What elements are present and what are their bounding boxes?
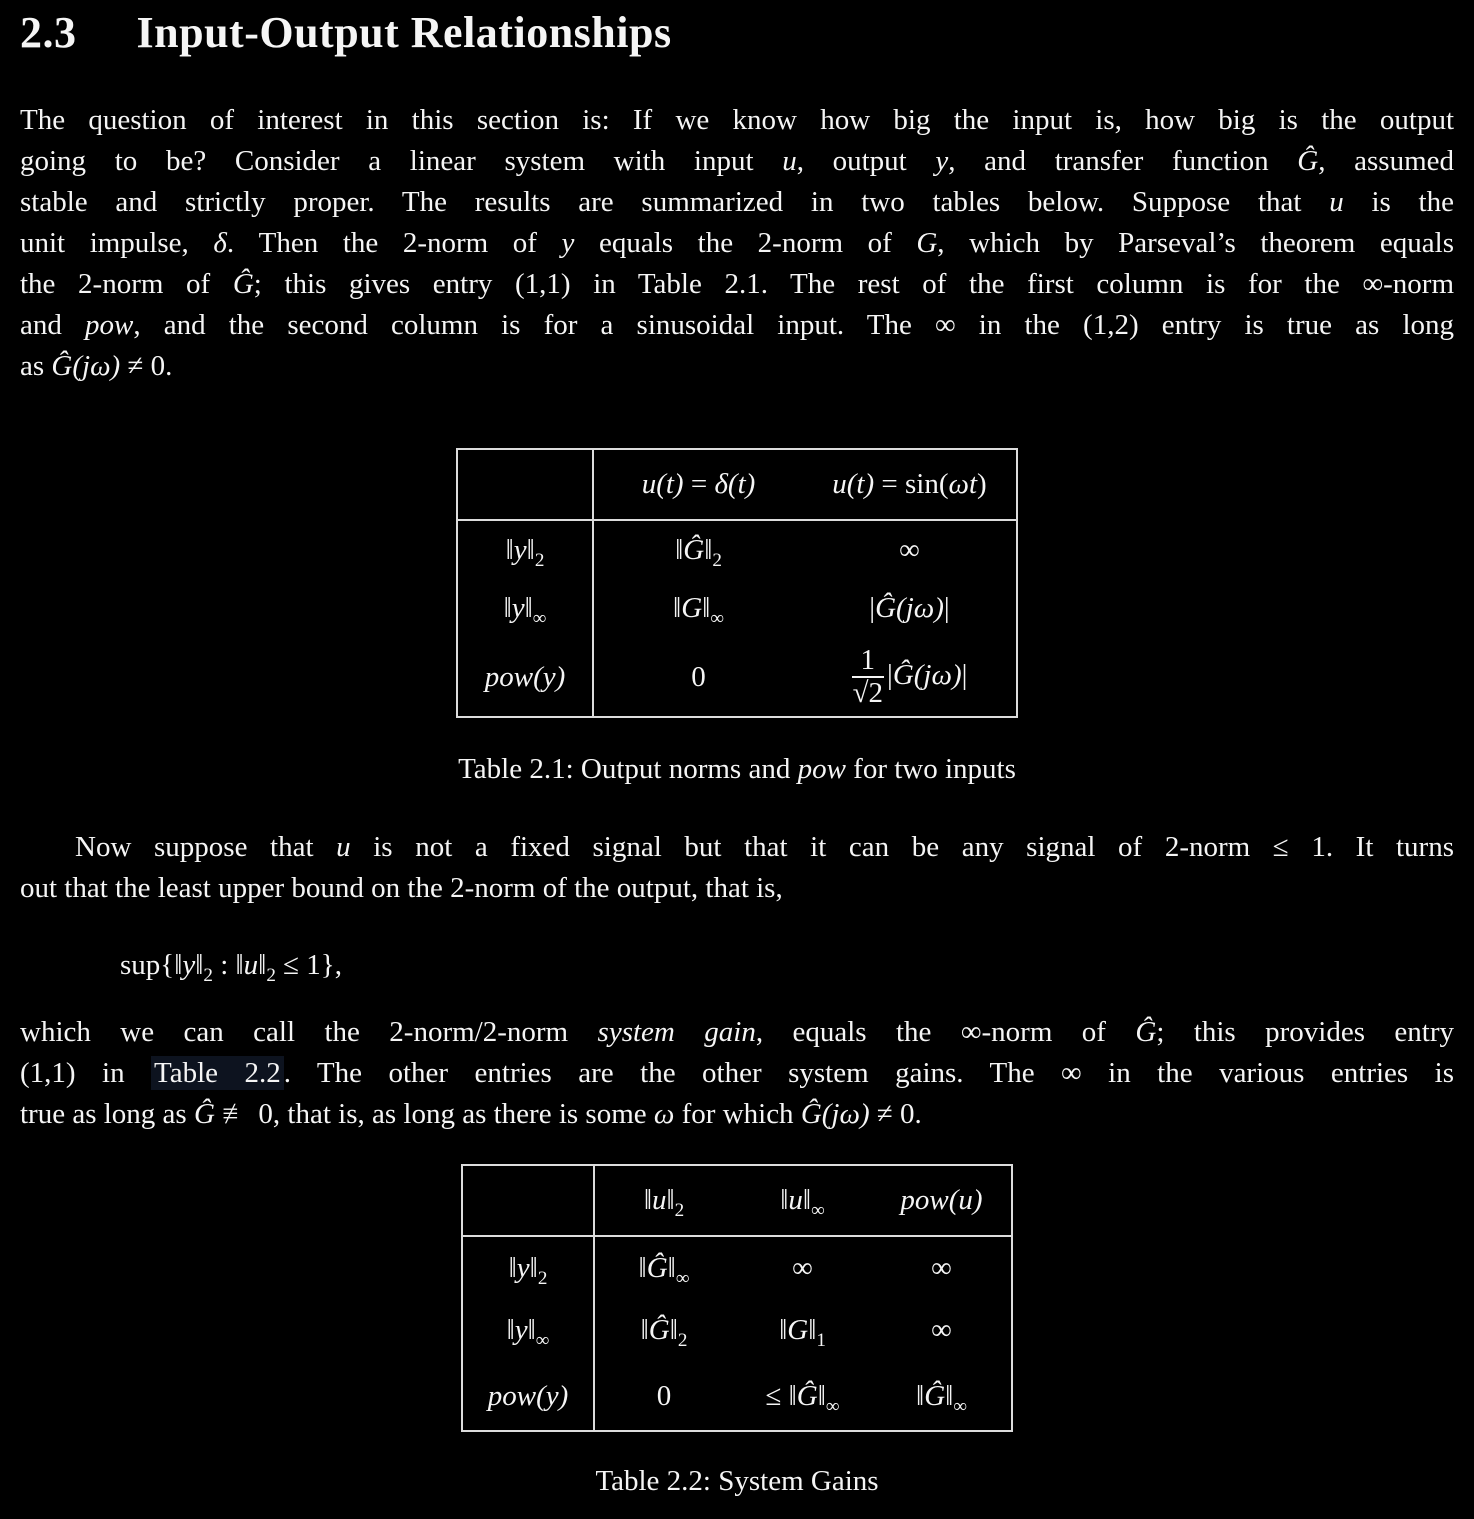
table-row	[462, 1362, 1012, 1431]
table-row	[457, 579, 1017, 638]
table-cell: 0	[691, 660, 706, 693]
table-header-row	[457, 449, 1017, 520]
table-col-header: $‖u‖_2$	[594, 1165, 733, 1236]
table-row	[457, 520, 1017, 579]
paragraph-line: (1,1) in Table 2.2 . The other entries are the other system gains. The ∞ in the various entries is	[20, 1057, 1454, 1089]
table-row-label: $‖y‖_\infty$	[462, 1299, 594, 1362]
table-col-header: $‖u‖_\infty$	[733, 1165, 872, 1236]
fraction-denominator: √2	[852, 677, 883, 709]
table-cell: $‖Ĝ‖_2$	[640, 1314, 688, 1351]
paragraph-line: out that the least upper bound on the 2-norm of the output, that is,	[20, 872, 783, 904]
table-cell: $‖Ĝ‖_\infty$	[916, 1379, 967, 1417]
paragraph-2	[20, 827, 1454, 909]
table-col-header: u(t) = sin(ωt)	[803, 449, 1017, 520]
paragraph-line: unit impulse, δ. Then the 2-norm of y equals the 2-norm of G, which by Parseval’s theorem equals	[20, 227, 1454, 259]
paragraph-line: Now suppose that u is not a fixed signal but that it can be any signal of 2-norm ≤ 1. It turns	[75, 831, 1454, 863]
table-row-label: $‖y‖_2$	[457, 520, 593, 579]
table-corner-cell	[457, 449, 593, 520]
table-cell	[803, 638, 1017, 717]
table-col-header: pow(u)	[872, 1165, 1012, 1236]
inline-equation: $sup\{‖y‖_2$ : $‖u‖_2 \le 1$},	[120, 949, 342, 986]
paragraph-line: and pow, and the second column is for a sinusoidal input. The ∞ in the (1,2) entry is true as long	[20, 309, 1454, 341]
table-row	[462, 1299, 1012, 1362]
section-title: Input-Output Relationships	[136, 8, 672, 57]
table-cell: $‖G‖_\infty$	[673, 592, 724, 629]
fraction-numerator: 1	[860, 643, 876, 676]
table-2-2-caption: Table 2.2: System Gains	[595, 1465, 879, 1497]
table-2-1	[456, 448, 1018, 718]
paragraph-line: stable and strictly proper. The results are summarized in two tables below. Suppose that u is the	[20, 186, 1454, 218]
table-cell: |Ĝ(jω)|	[869, 592, 950, 624]
table-header-row	[462, 1165, 1012, 1236]
table-cell: $‖G‖_1$	[779, 1314, 826, 1351]
table-cell: ∞	[931, 1314, 952, 1346]
table-row-label: pow(y)	[462, 1362, 594, 1431]
fraction-rest: |Ĝ(jω)|	[887, 658, 968, 691]
table-row-label: $‖y‖_\infty$	[457, 579, 593, 638]
section-heading	[20, 8, 1454, 58]
paragraph-line: as Ĝ(jω) ≠ 0.	[20, 350, 173, 382]
table-cell: ∞	[899, 533, 920, 566]
table-corner-cell	[462, 1165, 594, 1236]
table-cell: 0	[656, 1379, 672, 1412]
table-cell: ≤ $‖Ĝ‖_\infty$	[765, 1379, 840, 1417]
table-row	[457, 638, 1017, 717]
paragraph-line: The question of interest in this section is: If we know how big the input is, how big is the output	[20, 104, 1454, 136]
table-2-2	[461, 1164, 1013, 1432]
paragraph-line: true as long as Ĝ ≢ 0, that is, as long as there is some ω for which Ĝ(jω) ≠ 0.	[20, 1098, 922, 1130]
table-cell: ∞	[792, 1251, 813, 1284]
paragraph-line: going to be? Consider a linear system with input u, output y, and transfer function Ĝ, assumed	[20, 145, 1455, 177]
paragraph-line: which we can call the 2-norm/2-norm system gain, equals the ∞-norm of Ĝ; this provides entry	[20, 1016, 1455, 1048]
table-col-header: u(t) = δ(t)	[593, 449, 803, 520]
table-2-1-caption: Table 2.1: Output norms and pow for two inputs	[458, 753, 1016, 785]
table-cell: $‖Ĝ‖_2$	[675, 533, 722, 571]
paragraph-1	[20, 100, 1454, 387]
table-2-2-link[interactable]: Table 2.2	[151, 1056, 284, 1090]
table-row-label: pow(y)	[457, 638, 593, 717]
table-row-label: $‖y‖_2$	[462, 1236, 594, 1299]
section-number: 2.3	[20, 8, 77, 57]
fraction	[852, 645, 884, 710]
paragraph-3	[20, 1012, 1454, 1135]
table-cell: ∞	[931, 1251, 952, 1284]
table-row	[462, 1236, 1012, 1299]
paragraph-line: the 2-norm of Ĝ; this gives entry (1,1) in Table 2.1. The rest of the first column is for the ∞-norm	[20, 268, 1454, 300]
table-cell: $‖Ĝ‖_\infty$	[638, 1251, 690, 1289]
